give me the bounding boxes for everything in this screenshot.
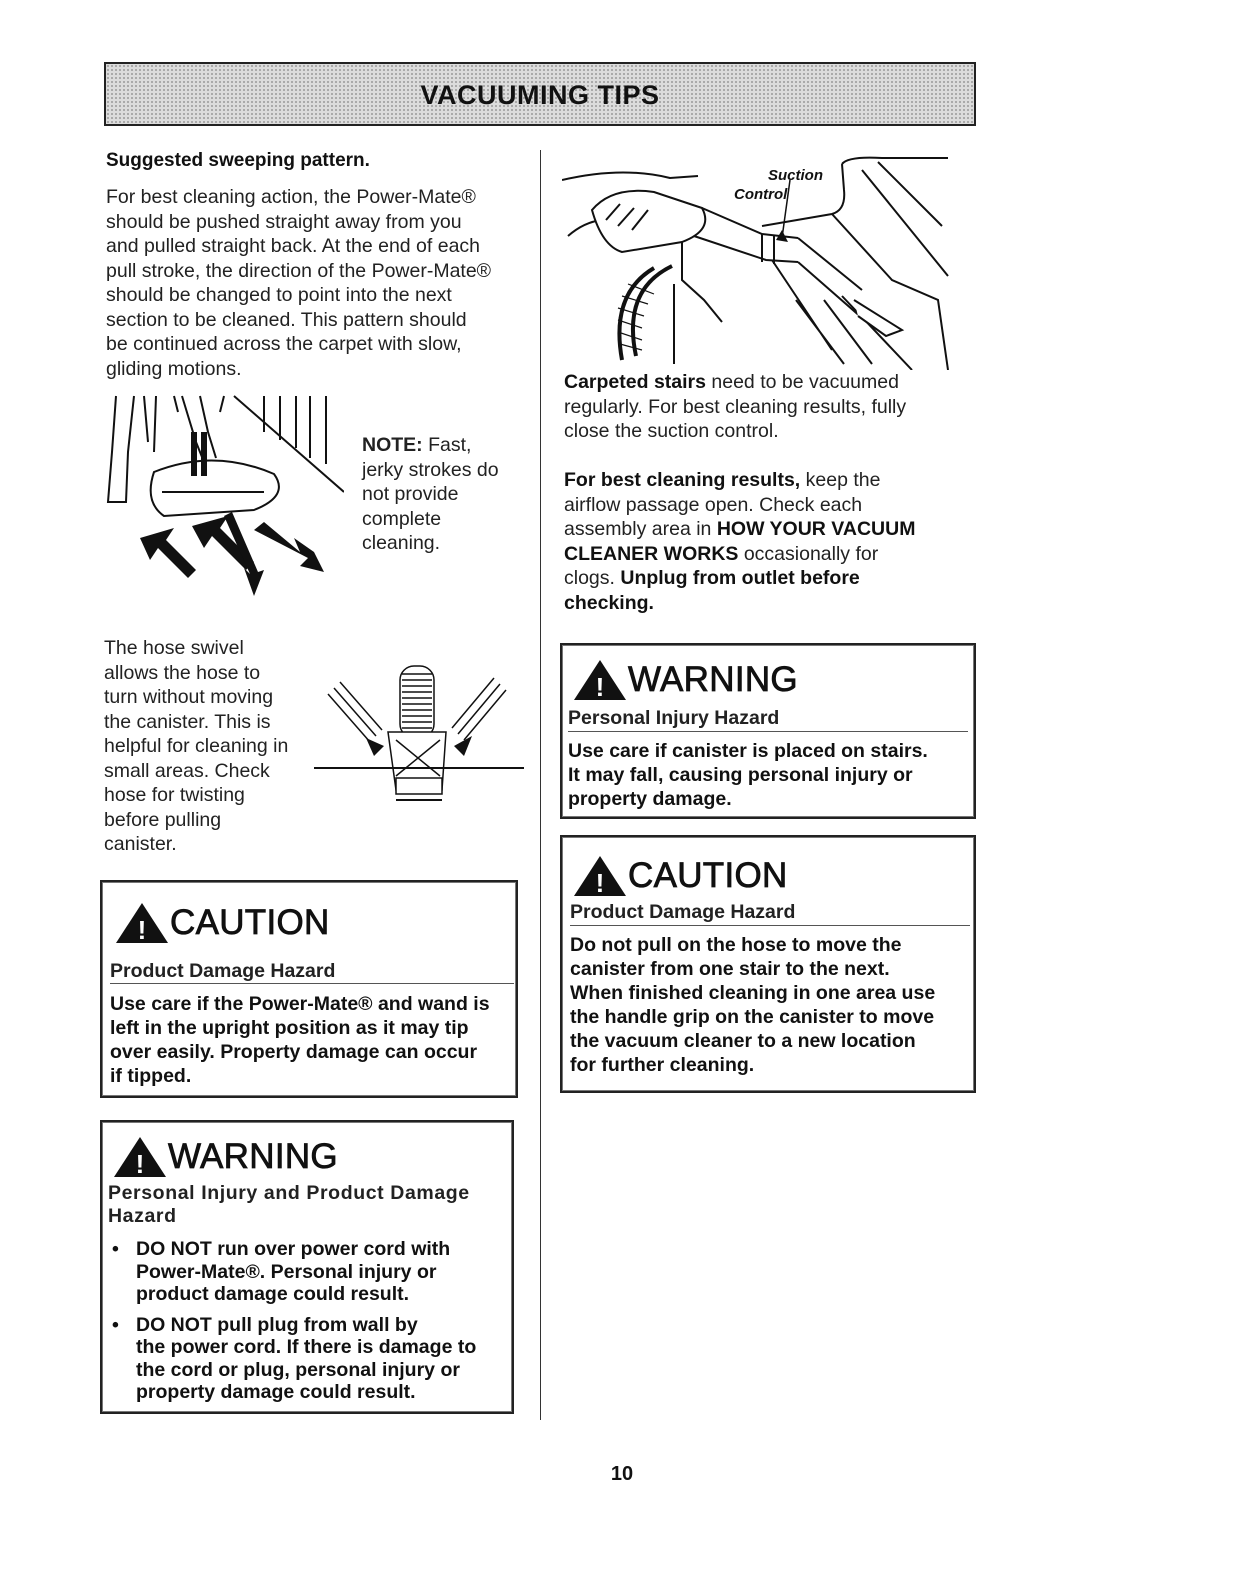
sweep-line: section to be cleaned. This pattern should xyxy=(106,308,467,331)
svg-text:!: ! xyxy=(595,868,605,898)
caution-body xyxy=(110,992,514,1088)
column-divider xyxy=(540,150,541,1420)
note-line: not provide xyxy=(362,483,459,505)
warning-subtitle xyxy=(108,1182,470,1228)
swivel-line: before pulling xyxy=(104,808,222,831)
caution-title-row xyxy=(572,853,788,899)
sweeping-pattern-illustration xyxy=(104,392,344,602)
warning-title: WARNING xyxy=(168,1137,338,1176)
sweep-heading: Suggested sweeping pattern. xyxy=(106,150,370,171)
warning-bullet xyxy=(108,1314,506,1404)
caution-title: CAUTION xyxy=(628,856,788,895)
section-header-bar xyxy=(104,62,976,126)
note-line: Fast, xyxy=(428,434,472,456)
stairs-line: close the suction control. xyxy=(564,420,779,442)
swivel-line: small areas. Check xyxy=(104,759,270,782)
warning-subtitle-line: Personal Injury and Product Damage xyxy=(108,1182,470,1204)
bullet-line: DO NOT run over power cord with xyxy=(136,1238,451,1260)
warning-box-stairs xyxy=(560,643,976,819)
warning-body xyxy=(568,739,972,811)
caption-line: Suction xyxy=(768,167,823,184)
warning-box-power-cord xyxy=(100,1120,514,1414)
best-results-paragraph xyxy=(564,468,964,615)
caution-line: When finished cleaning in one area use xyxy=(570,982,936,1004)
best-bold-warning: Unplug from outlet before xyxy=(620,567,860,589)
caution-triangle-icon xyxy=(114,901,170,945)
caution-triangle-icon xyxy=(572,854,628,898)
caution-rule xyxy=(110,983,514,984)
warning-title-row xyxy=(112,1134,338,1180)
bullet-dot-icon: • xyxy=(112,1238,119,1260)
caution-line: over easily. Property damage can occur xyxy=(110,1041,478,1063)
page-number: 10 xyxy=(610,1463,634,1485)
sweep-paragraph xyxy=(106,185,526,381)
caution-subtitle: Product Damage Hazard xyxy=(570,901,796,923)
swivel-line: allows the hose to xyxy=(104,661,261,684)
caution-line: the handle grip on the canister to move xyxy=(570,1006,935,1028)
stairs-suction-illustration xyxy=(562,150,956,370)
best-text: keep the xyxy=(800,469,881,491)
best-bold: For best cleaning results, xyxy=(564,469,801,491)
note-line: cleaning. xyxy=(362,532,441,554)
warning-subtitle: Personal Injury Hazard xyxy=(568,707,780,729)
caution-subtitle: Product Damage Hazard xyxy=(110,960,336,982)
caution-title-row xyxy=(114,900,330,946)
hose-swivel-text xyxy=(104,636,324,857)
note-text xyxy=(362,433,532,556)
sweep-line: For best cleaning action, the Power-Mate® xyxy=(106,186,476,208)
caution-line: the vacuum cleaner to a new location xyxy=(570,1030,916,1052)
sweep-line: and pulled straight back. At the end of each xyxy=(106,235,481,257)
note-line: complete xyxy=(362,507,442,530)
stairs-text: need to be vacuumed xyxy=(705,371,899,393)
swivel-line: The hose swivel xyxy=(104,637,244,659)
suction-control-caption xyxy=(734,167,823,203)
svg-text:!: ! xyxy=(595,672,605,702)
swivel-line: helpful for cleaning in xyxy=(104,735,289,757)
hose-swivel-illustration xyxy=(314,660,524,820)
warning-rule xyxy=(568,731,968,732)
bullet-line: Power-Mate®. Personal injury or xyxy=(136,1260,437,1283)
caution-line: if tipped. xyxy=(110,1065,192,1087)
caution-body xyxy=(570,933,974,1077)
note-line: jerky strokes do xyxy=(362,458,499,481)
warning-line: property damage. xyxy=(568,788,732,810)
caution-line: Use care if the Power-Mate® and wand is xyxy=(110,993,490,1015)
caution-title: CAUTION xyxy=(170,903,330,942)
warning-triangle-icon xyxy=(112,1135,168,1179)
best-text: occasionally for xyxy=(738,542,879,565)
best-text: clogs. xyxy=(564,567,621,589)
sweep-line: should be changed to point into the next xyxy=(106,284,452,306)
best-line: airflow passage open. Check each xyxy=(564,493,863,516)
best-text: assembly area in xyxy=(564,518,717,540)
best-bold-ref: CLEANER WORKS xyxy=(564,542,739,565)
sweep-line: be continued across the carpet with slow, xyxy=(106,333,462,355)
warning-bullet xyxy=(108,1238,506,1306)
bullet-line: DO NOT pull plug from wall by xyxy=(136,1313,418,1336)
swivel-line: turn without moving xyxy=(104,686,274,708)
swivel-line: hose for twisting xyxy=(104,784,245,806)
note-label: NOTE: xyxy=(362,434,423,456)
caution-box-hose xyxy=(560,835,976,1093)
best-bold-ref: HOW YOUR VACUUM xyxy=(716,518,916,540)
warning-line: Use care if canister is placed on stairs. xyxy=(568,740,928,762)
caution-rule xyxy=(570,925,970,926)
sweep-line: gliding motions. xyxy=(106,357,242,380)
swivel-line: the canister. This is xyxy=(104,710,271,733)
sweep-line: should be pushed straight away from you xyxy=(106,210,462,233)
bullet-line: property damage could result. xyxy=(136,1381,416,1403)
page-title: VACUUMING TIPS xyxy=(420,79,660,110)
stairs-line: regularly. For best cleaning results, fully xyxy=(564,395,907,418)
warning-line: It may fall, causing personal injury or xyxy=(568,764,913,786)
svg-text:!: ! xyxy=(135,1149,145,1179)
warning-bullet-list xyxy=(108,1230,506,1404)
warning-triangle-icon xyxy=(572,658,628,702)
svg-text:!: ! xyxy=(137,915,147,945)
caution-line: canister from one stair to the next. xyxy=(570,958,890,980)
caution-box-power-mate xyxy=(100,880,518,1098)
best-bold-warning: checking. xyxy=(564,591,654,614)
caution-line: Do not pull on the hose to move the xyxy=(570,934,902,956)
bullet-line: the power cord. If there is damage to xyxy=(136,1336,477,1358)
bullet-dot-icon: • xyxy=(112,1313,119,1336)
bullet-line: product damage could result. xyxy=(136,1283,410,1305)
warning-title: WARNING xyxy=(628,660,798,699)
warning-subtitle-line: Hazard xyxy=(108,1205,177,1227)
caution-line: for further cleaning. xyxy=(570,1054,755,1076)
caution-line: left in the upright position as it may tip xyxy=(110,1017,469,1039)
swivel-line: canister. xyxy=(104,833,177,855)
sweep-line: pull stroke, the direction of the Power-Mate® xyxy=(106,259,492,282)
stairs-bold: Carpeted stairs xyxy=(564,371,706,393)
warning-title-row xyxy=(572,657,798,703)
caption-line: Control xyxy=(734,186,788,203)
stairs-paragraph xyxy=(564,370,964,444)
bullet-line: the cord or plug, personal injury or xyxy=(136,1358,460,1381)
